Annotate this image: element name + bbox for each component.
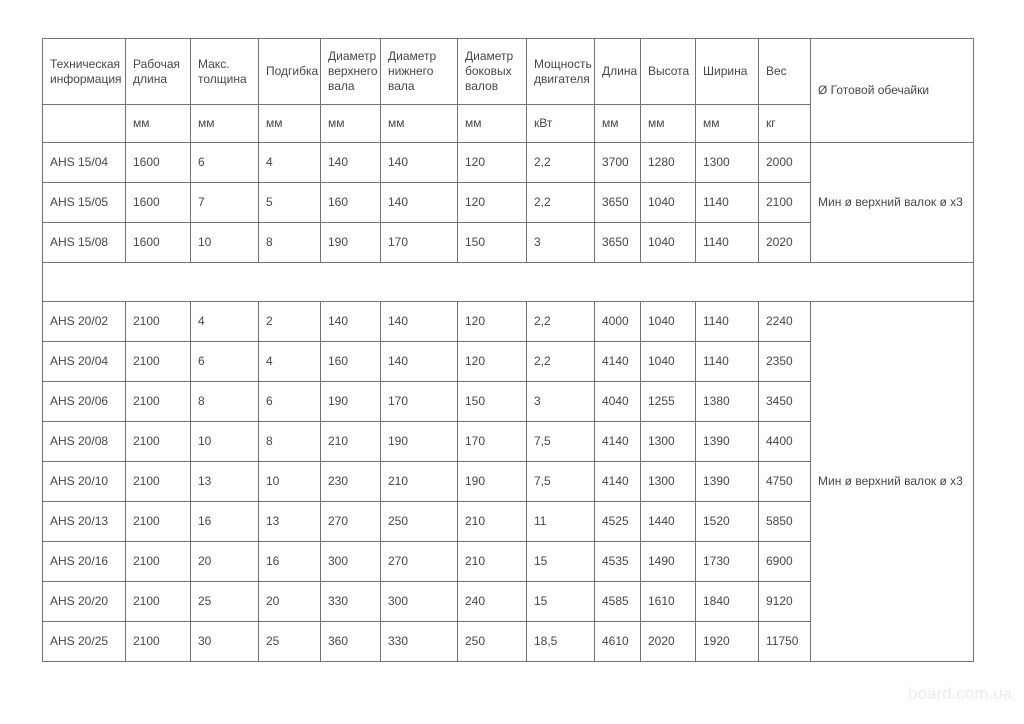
value-cell: 140 (321, 302, 381, 342)
value-cell: 1390 (696, 462, 759, 502)
value-cell: 150 (458, 223, 527, 263)
column-header-bottom-roll-diameter: Диаметр нижнего вала (381, 39, 458, 105)
column-header-max-thickness: Макс. толщина (191, 39, 259, 105)
column-header-motor-power: Мощность двигателя (527, 39, 595, 105)
value-cell: 190 (381, 422, 458, 462)
value-cell: 120 (458, 183, 527, 223)
column-header-shell-diameter: Ø Готовой обечайки (811, 39, 974, 143)
value-cell: 3650 (595, 223, 641, 263)
group-note-cell: Мин ø верхний валок ø х3 (811, 143, 974, 263)
value-cell: 2100 (126, 342, 191, 382)
value-cell: 16 (191, 502, 259, 542)
value-cell: 2 (259, 302, 321, 342)
value-cell: 1610 (641, 582, 696, 622)
model-cell: AHS 20/20 (43, 582, 126, 622)
unit-cell: мм (696, 105, 759, 143)
value-cell: 6 (191, 342, 259, 382)
value-cell: 1300 (696, 143, 759, 183)
value-cell: 210 (458, 542, 527, 582)
value-cell: 10 (259, 462, 321, 502)
unit-cell (43, 105, 126, 143)
value-cell: 1255 (641, 382, 696, 422)
value-cell: 6 (259, 382, 321, 422)
column-header-working-length: Рабочая длина (126, 39, 191, 105)
value-cell: 1390 (696, 422, 759, 462)
value-cell: 4535 (595, 542, 641, 582)
value-cell: 4 (191, 302, 259, 342)
value-cell: 1600 (126, 223, 191, 263)
value-cell: 2100 (126, 502, 191, 542)
value-cell: 30 (191, 622, 259, 662)
value-cell: 6900 (759, 542, 811, 582)
value-cell: 120 (458, 143, 527, 183)
value-cell: 4000 (595, 302, 641, 342)
value-cell: 20 (191, 542, 259, 582)
value-cell: 150 (458, 382, 527, 422)
model-cell: AHS 20/25 (43, 622, 126, 662)
value-cell: 3 (527, 223, 595, 263)
model-cell: AHS 20/10 (43, 462, 126, 502)
value-cell: 190 (458, 462, 527, 502)
value-cell: 300 (321, 542, 381, 582)
value-cell: 2240 (759, 302, 811, 342)
value-cell: 1140 (696, 183, 759, 223)
value-cell: 7 (191, 183, 259, 223)
value-cell: 1490 (641, 542, 696, 582)
value-cell: 1520 (696, 502, 759, 542)
value-cell: 11 (527, 502, 595, 542)
spec-table (42, 38, 974, 662)
value-cell: 8 (259, 223, 321, 263)
value-cell: 1140 (696, 223, 759, 263)
value-cell: 5850 (759, 502, 811, 542)
value-cell: 330 (381, 622, 458, 662)
unit-cell: мм (259, 105, 321, 143)
value-cell: 25 (191, 582, 259, 622)
value-cell: 210 (381, 462, 458, 502)
value-cell: 2100 (126, 302, 191, 342)
value-cell: 18,5 (527, 622, 595, 662)
value-cell: 240 (458, 582, 527, 622)
value-cell: 1840 (696, 582, 759, 622)
value-cell: 1140 (696, 302, 759, 342)
unit-cell: мм (595, 105, 641, 143)
value-cell: 360 (321, 622, 381, 662)
value-cell: 4525 (595, 502, 641, 542)
value-cell: 15 (527, 542, 595, 582)
value-cell: 170 (381, 223, 458, 263)
value-cell: 1730 (696, 542, 759, 582)
value-cell: 120 (458, 302, 527, 342)
unit-cell: кг (759, 105, 811, 143)
table-row (43, 302, 974, 342)
value-cell: 140 (381, 183, 458, 223)
value-cell: 160 (321, 183, 381, 223)
value-cell: 170 (458, 422, 527, 462)
model-cell: AHS 20/02 (43, 302, 126, 342)
value-cell: 170 (381, 382, 458, 422)
value-cell: 160 (321, 342, 381, 382)
unit-cell: мм (126, 105, 191, 143)
value-cell: 11750 (759, 622, 811, 662)
value-cell: 2100 (126, 462, 191, 502)
value-cell: 140 (381, 342, 458, 382)
value-cell: 210 (458, 502, 527, 542)
value-cell: 20 (259, 582, 321, 622)
table-row (43, 143, 974, 183)
value-cell: 330 (321, 582, 381, 622)
value-cell: 13 (191, 462, 259, 502)
unit-cell: мм (381, 105, 458, 143)
value-cell: 2100 (759, 183, 811, 223)
unit-cell: кВт (527, 105, 595, 143)
column-header-height: Высота (641, 39, 696, 105)
separator-row (43, 263, 974, 302)
value-cell: 2100 (126, 542, 191, 582)
model-cell: AHS 20/16 (43, 542, 126, 582)
value-cell: 2000 (759, 143, 811, 183)
value-cell: 2020 (759, 223, 811, 263)
group-note-cell: Мин ø верхний валок ø х3 (811, 302, 974, 662)
value-cell: 1040 (641, 302, 696, 342)
value-cell: 1380 (696, 382, 759, 422)
column-header-side-rolls-diameter: Диаметр боковых валов (458, 39, 527, 105)
value-cell: 2100 (126, 582, 191, 622)
value-cell: 10 (191, 223, 259, 263)
value-cell: 7,5 (527, 422, 595, 462)
value-cell: 2,2 (527, 143, 595, 183)
value-cell: 1040 (641, 223, 696, 263)
value-cell: 1040 (641, 183, 696, 223)
value-cell: 210 (321, 422, 381, 462)
value-cell: 270 (321, 502, 381, 542)
value-cell: 2100 (126, 382, 191, 422)
model-cell: AHS 15/05 (43, 183, 126, 223)
value-cell: 2100 (126, 422, 191, 462)
value-cell: 300 (381, 582, 458, 622)
column-header-length: Длина (595, 39, 641, 105)
value-cell: 4140 (595, 422, 641, 462)
value-cell: 2350 (759, 342, 811, 382)
value-cell: 1280 (641, 143, 696, 183)
value-cell: 1300 (641, 422, 696, 462)
value-cell: 2,2 (527, 302, 595, 342)
model-cell: AHS 20/06 (43, 382, 126, 422)
value-cell: 7,5 (527, 462, 595, 502)
value-cell: 4040 (595, 382, 641, 422)
value-cell: 16 (259, 542, 321, 582)
value-cell: 4750 (759, 462, 811, 502)
value-cell: 2100 (126, 622, 191, 662)
value-cell: 4 (259, 143, 321, 183)
unit-cell: мм (191, 105, 259, 143)
value-cell: 3700 (595, 143, 641, 183)
value-cell: 4 (259, 342, 321, 382)
value-cell: 3650 (595, 183, 641, 223)
value-cell: 15 (527, 582, 595, 622)
value-cell: 230 (321, 462, 381, 502)
value-cell: 8 (259, 422, 321, 462)
column-header-tech-info: Техническая информация (43, 39, 126, 105)
column-header-top-roll-diameter: Диаметр верхнего вала (321, 39, 381, 105)
value-cell: 1140 (696, 342, 759, 382)
model-cell: AHS 20/13 (43, 502, 126, 542)
column-header-prebending: Подгибка (259, 39, 321, 105)
value-cell: 8 (191, 382, 259, 422)
value-cell: 1600 (126, 183, 191, 223)
value-cell: 4585 (595, 582, 641, 622)
model-cell: AHS 15/08 (43, 223, 126, 263)
value-cell: 5 (259, 183, 321, 223)
value-cell: 2,2 (527, 342, 595, 382)
value-cell: 1440 (641, 502, 696, 542)
value-cell: 250 (381, 502, 458, 542)
value-cell: 2020 (641, 622, 696, 662)
value-cell: 2,2 (527, 183, 595, 223)
value-cell: 6 (191, 143, 259, 183)
value-cell: 1040 (641, 342, 696, 382)
value-cell: 4400 (759, 422, 811, 462)
value-cell: 140 (321, 143, 381, 183)
value-cell: 4140 (595, 342, 641, 382)
value-cell: 1600 (126, 143, 191, 183)
model-cell: AHS 20/04 (43, 342, 126, 382)
value-cell: 190 (321, 223, 381, 263)
value-cell: 190 (321, 382, 381, 422)
value-cell: 250 (458, 622, 527, 662)
unit-cell: мм (641, 105, 696, 143)
value-cell: 1920 (696, 622, 759, 662)
unit-cell: мм (458, 105, 527, 143)
header-row (43, 39, 974, 105)
value-cell: 10 (191, 422, 259, 462)
value-cell: 4610 (595, 622, 641, 662)
value-cell: 1300 (641, 462, 696, 502)
value-cell: 13 (259, 502, 321, 542)
value-cell: 140 (381, 143, 458, 183)
value-cell: 4140 (595, 462, 641, 502)
model-cell: AHS 20/08 (43, 422, 126, 462)
unit-cell: мм (321, 105, 381, 143)
model-cell: AHS 15/04 (43, 143, 126, 183)
value-cell: 3 (527, 382, 595, 422)
value-cell: 270 (381, 542, 458, 582)
watermark: board.com.ua (908, 684, 1012, 703)
value-cell: 3450 (759, 382, 811, 422)
value-cell: 140 (381, 302, 458, 342)
separator-cell (43, 263, 974, 302)
value-cell: 25 (259, 622, 321, 662)
value-cell: 120 (458, 342, 527, 382)
value-cell: 9120 (759, 582, 811, 622)
column-header-width: Ширина (696, 39, 759, 105)
column-header-weight: Вес (759, 39, 811, 105)
